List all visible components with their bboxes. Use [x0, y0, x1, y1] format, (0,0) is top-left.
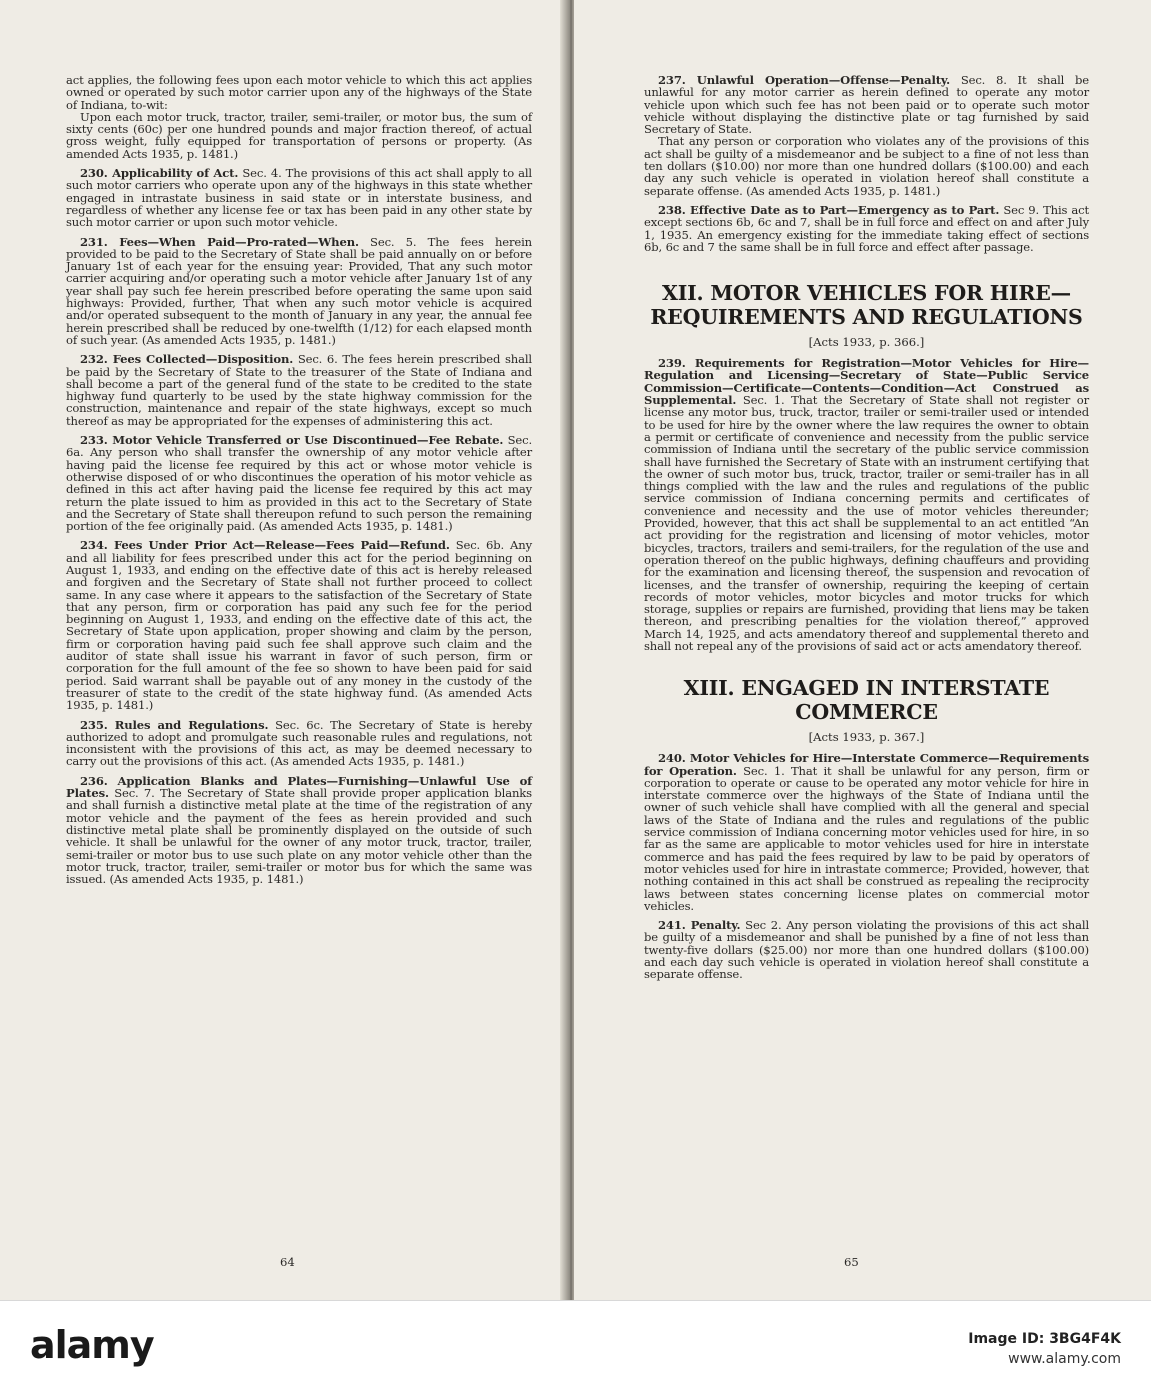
paragraph: 240. Motor Vehicles for Hire—Interstate Commerce—Requirements for Operation. Sec. 1. That it shall be unlawful for any person, firm or corporation to operate or cause to be operated any motor vehicle for hire in interstate commerce over the highways of the State of Indiana until the owner of such vehicle shall have complied with all the general and special laws of the State of Indiana and the rules and regulations of the public service commission of Indiana concerning motor vehicles used for hire, in so far as the same are applicable to motor vehicles used for hire in interstate commerce and has paid the fees required by law to be paid by operators of motor vehicles used for hire in intrastate commerce; Provided, however, that nothing contained in this act shall be construed as repealing the reciprocity laws between states concerning license plates on commercial motor vehicles.: [644, 751, 1089, 913]
section-heading: 239. Requirements for Registration—Motor Vehicles for Hire—Regulation and Licensing—Secretary of State—Public Service Commission—Certificate—Contents—Condition—Act Construed as Supplemental.: [644, 356, 1089, 408]
section-heading: 241. Penalty.: [658, 918, 741, 933]
paragraph: 241. Penalty. Sec 2. Any person violating the provisions of this act shall be guilty of a misdemeanor and shall be punished by a fine of not less than twenty-five dollars ($25.00) nor more than one hundred dollars ($100.00) and each day such vehicle is operated in violation hereof shall constitute a separate offense.: [644, 918, 1090, 982]
section-heading: 240. Motor Vehicles for Hire—Interstate Commerce—Requirements for Operation.: [644, 751, 1089, 778]
paragraph: 238. Effective Date as to Part—Emergency as to Part. Sec 9. This act except sections 6b, 6c and 7, shall be in full force and effect on and after July 1, 1935. An emergency existing for the immediate taking effect of sections 6b, 6c and 7 the same shall be in full force and effect after passage.: [644, 202, 1089, 254]
paragraph: 234. Fees Under Prior Act—Release—Fees Paid—Refund. Sec. 6b. Any and all liability for fees prescribed under this act for the period beginning on August 1, 1933, and ending on the effective date of this act is hereby released and forgiven and the Secretary of State shall not further proceed to collect same. In any case where it appears to the satisfaction of the Secretary of State that any person, firm or corporation has paid any such fee for the period beginning on August 1, 1933, and ending on the effective date of this act, the Secretary of State upon application, proper showing and claim by the person, firm or corporation having paid such fee shall approve such claim and the auditor of state shall issue his warrant in favor of such person, firm or corporation for the full amount of the fee so shown to have been paid for said period. Said warrant shall be payable out of any money in the custody of the treasurer of state to the credit of the state highway fund. (As amended Acts 1935, p. 1481.): [66, 538, 532, 713]
paragraph: 232. Fees Collected—Disposition. Sec. 6. The fees herein prescribed shall be paid by the Secretary of State to the treasurer of the State of Indiana and shall become a part of the general fund of the state to be credited to the state highway fund quarterly to be used by the state highway commission for the construction, maintenance and repair of the state highways, except so much thereof as may be appropriated for the expenses of administering this act.: [66, 352, 532, 428]
page-number: 65: [844, 1255, 859, 1269]
section-heading: 238. Effective Date as to Part—Emergency as to Part.: [658, 202, 1000, 217]
section-heading: 230. Applicability of Act.: [80, 166, 239, 181]
section-heading: 234. Fees Under Prior Act—Release—Fees Paid—Refund.: [80, 538, 450, 553]
section-citation: [Acts 1933, p. 367.]: [808, 730, 925, 745]
paragraph: 235. Rules and Regulations. Sec. 6c. The Secretary of State is hereby authorized to adopt and promulgate such reasonable rules and regulations, not inconsistent with the provisions of this act, as may be deemed necessary to carry out the provisions of this act. (As amended Acts 1935, p. 1481.): [66, 717, 532, 769]
section-citation: [Acts 1933, p. 366.]: [808, 335, 925, 350]
paragraph: 239. Requirements for Registration—Motor Vehicles for Hire—Regulation and Licensing—Secretary of State—Public Service Commission—Certificate—Contents—Condition—Act Construed as Supplemental. Sec. 1. That the Secretary of State shall not register or license any motor bus, truck, tractor, trailer or semi-trailer used or intended to be used for hire by the owner where the law requires the owner to obtain a permit or certificate of convenience and necessity from the public service commission of Indiana until the secretary of the public service commission shall have furnished the Secretary of State with an instrument certifying that the owner of such motor bus, truck, tractor, trailer or semi-trailer has in all things complied with the law and the rules and regulations of the public service commission of Indiana concerning permits and certificates of convenience and necessity and the use of motor vehicles thereunder; Provided, however, that this act shall be supplemental to an act entitled “An act providing for the registration and licensing of motor vehicles, motor bicycles, tractors, trailers and semi-trailers, for the regulation of the use and operation thereof on the public highways, defining chauffeurs and providing for the examination and licensing thereof, the suspension and revocation of licenses, and the transfer of ownership, requiring the keeping of certain records of motor vehicles, motor bicycles and motor trucks for which storage, supplies or repairs are furnished, providing that liens may be taken thereon, and prescribing penalties for the violation thereof,” approved March 14, 1925, and acts amendatory thereof and supplemental thereto and shall not repeal any of the provisions of said act or acts amendatory thereof.: [644, 356, 1089, 653]
section-heading: 232. Fees Collected—Disposition.: [80, 352, 294, 367]
right-page-text: [644, 74, 1089, 253]
section-heading: 235. Rules and Regulations.: [80, 717, 269, 732]
image-id: Image ID: 3BG4F4K: [968, 1331, 1121, 1347]
section-heading: 237. Unlawful Operation—Offense—Penalty.: [658, 73, 951, 87]
left-page-text: [66, 74, 532, 885]
alamy-logo[interactable]: alamy: [30, 1323, 154, 1367]
site-url[interactable]: www.alamy.com: [1008, 1351, 1121, 1367]
paragraph: 231. Fees—When Paid—Pro-rated—When. Sec. 5. The fees herein provided to be paid to the Secretary of State shall be paid annually on or before January 1st of each year for the ensuing year: Provided, That any such motor carrier acquiring and/or operating such a motor vehicle after January 1st of any year shall pay such fee herein prescribed before operating the same upon said highways: Provided, further, That when any such motor vehicle is acquired and/or operated subsequent to the month of January in any year, the annual fee herein prescribed shall be reduced by one-twelfth (1/12) for each elapsed month of such year. (As amended Acts 1935, p. 1481.): [66, 234, 532, 347]
right-page: [574, 0, 1151, 1300]
section-heading: 233. Motor Vehicle Transferred or Use Discontinued—Fee Rebate.: [80, 433, 504, 448]
paragraph: 237. Unlawful Operation—Offense—Penalty. Sec. 8. It shall be unlawful for any motor carrier as herein defined to operate any motor vehicle upon which such fee has not been paid or to operate such motor vehicle without displaying the distinctive plate or tag furnished by said Secretary of State.: [644, 73, 1089, 137]
section-heading: 231. Fees—When Paid—Pro-rated—When.: [80, 234, 359, 249]
section-title-xii: XII. MOTOR VEHICLES FOR HIRE— REQUIREMENTS AND REGULATIONS: [650, 281, 1083, 330]
section-xiii-text: [644, 752, 1089, 980]
paragraph: 230. Applicability of Act. Sec. 4. The provisions of this act shall apply to all such motor carriers who operate upon any of the highways in this state whether engaged in intrastate business in said state or in interstate business, and regardless of whether any license fee or tax has been paid in any other state by such motor carrier or upon such motor vehicle.: [66, 166, 532, 230]
paragraph: 236. Application Blanks and Plates—Furnishing—Unlawful Use of Plates. Sec. 7. The Secretary of State shall provide proper application blanks and shall furnish a distinctive metal plate at the time of the registration of any motor vehicle and the payment of the fees as herein provided and such distinctive metal plate shall be prominently displayed on the outside of such vehicle. It shall be unlawful for the owner of any motor truck, tractor, trailer, semi-trailer or motor bus to use such plate on any motor vehicle other than the motor truck, tractor, trailer, semi-trailer or motor bus for which the same was issued. (As amended Acts 1935, p. 1481.): [66, 773, 532, 887]
image-info: [968, 1329, 1121, 1369]
section-xii-text: [644, 357, 1089, 652]
paragraph: act applies, the following fees upon each motor vehicle to which this act applies owned or operated by such motor carrier upon any of the highways of the State of Indiana, to-wit:: [66, 73, 532, 112]
section-title-xiii: XIII. ENGAGED IN INTERSTATE COMMERCE: [683, 676, 1050, 725]
paragraph: 233. Motor Vehicle Transferred or Use Discontinued—Fee Rebate. Sec. 6a. Any person who shall transfer the ownership of any motor vehicle after having paid the license fee required by this act or whose motor vehicle is otherwise disposed of or who discontinues the operation of his motor vehicle as defined in this act after having paid the license fee required by this act may return the plate issued to him as provided in this act to the Secretary of State and the Secretary of State shall thereupon refund to such person the remaining portion of the fee originally paid. (As amended Acts 1935, p. 1481.): [66, 433, 532, 534]
page-number: 64: [280, 1255, 295, 1269]
left-page: [0, 0, 568, 1300]
paragraph: Upon each motor truck, tractor, trailer, semi-trailer, or motor bus, the sum of sixty cents (60c) per one hundred pounds and major fraction thereof, of actual gross weight, fully equipped for transportation of persons or property. (As amended Acts 1935, p. 1481.): [66, 109, 532, 161]
paragraph: That any person or corporation who violates any of the provisions of this act shall be guilty of a misdemeanor and be subject to a fine of not less than ten dollars ($10.00) nor more than one hundred dollars ($100.00) and each day any such vehicle is operated in violation hereof shall constitute a separate offense. (As amended Acts 1935, p. 1481.): [644, 134, 1089, 198]
stock-footer: [0, 1300, 1151, 1391]
section-heading: 236. Application Blanks and Plates—Furnishing—Unlawful Use of Plates.: [66, 773, 532, 801]
